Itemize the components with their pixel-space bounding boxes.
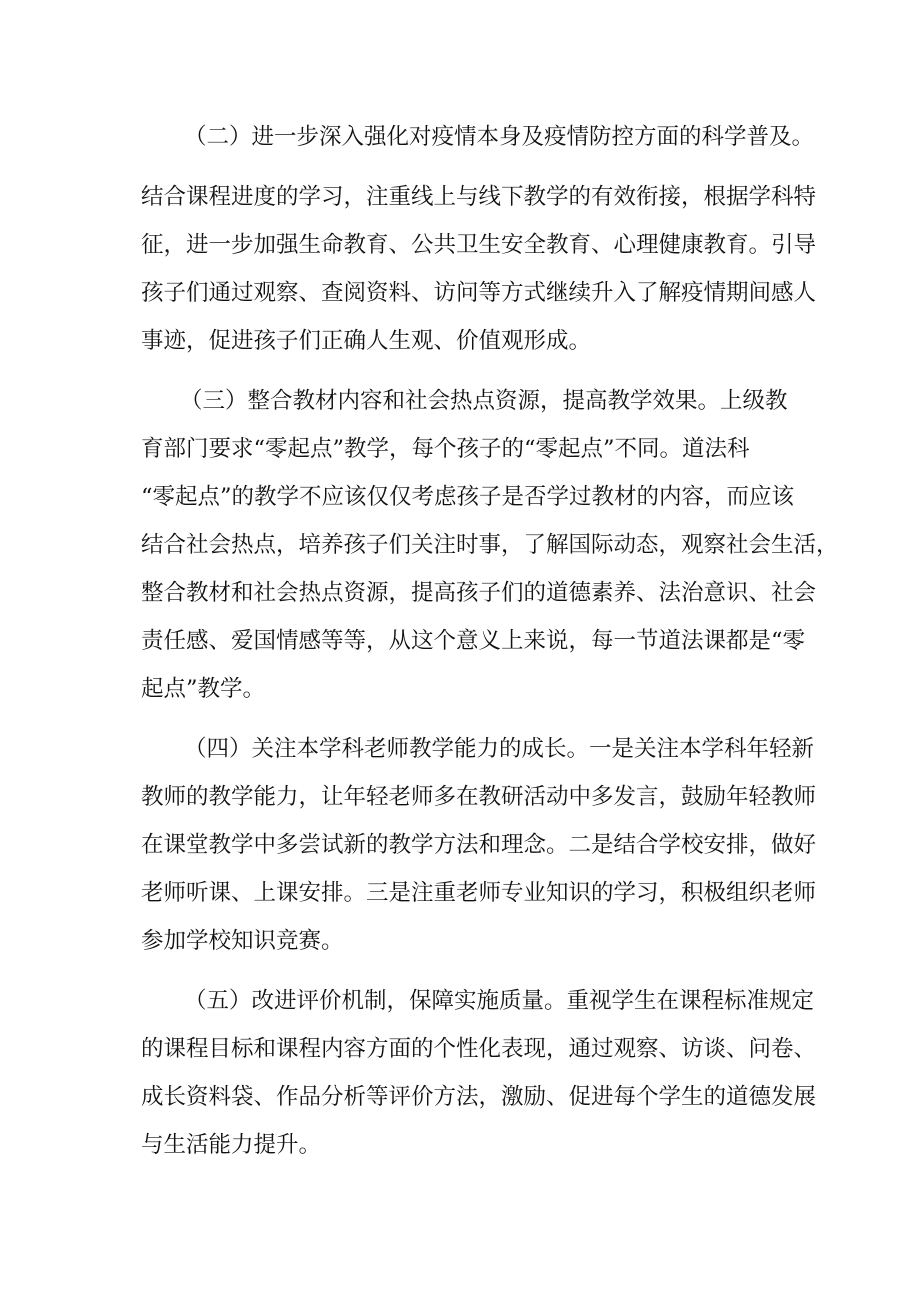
paragraph-line: 与生活能力提升。 xyxy=(141,1132,322,1158)
paragraph-line: （二）进一步深入强化对疫情本身及疫情防控方面的科学普及。 xyxy=(184,124,815,150)
paragraph-line: 在课堂教学中多尝试新的教学方法和理念。二是结合学校安排，做好 xyxy=(141,832,817,858)
paragraph-line: 征，进一步加强生命教育、公共卫生安全教育、心理健康教育。引导 xyxy=(141,232,817,258)
paragraph-line: （四）关注本学科老师教学能力的成长。一是关注本学科年轻新 xyxy=(184,736,815,762)
paragraph-line: 的课程目标和课程内容方面的个性化表现，通过观察、访谈、问卷、 xyxy=(141,1036,817,1062)
paragraph-line: 起点”教学。 xyxy=(141,676,266,702)
paragraph-line: 结合社会热点，培养孩子们关注时事，了解国际动态，观察社会生活， xyxy=(141,532,839,558)
paragraph-line: （五）改进评价机制，保障实施质量。重视学生在课程标准规定 xyxy=(184,988,815,1014)
paragraph-line: 成长资料袋、作品分析等评价方法，激励、促进每个学生的道德发展 xyxy=(141,1084,817,1110)
paragraph-line: 参加学校知识竞赛。 xyxy=(141,928,344,954)
paragraph-line: 整合教材和社会热点资源，提高孩子们的道德素养、法治意识、社会 xyxy=(141,580,817,606)
paragraph-line: 结合课程进度的学习，注重线上与线下教学的有效衔接，根据学科特 xyxy=(141,184,817,210)
paragraph-line: “零起点”的教学不应该仅仅考虑孩子是否学过教材的内容，而应该 xyxy=(141,484,795,510)
paragraph-line: 老师听课、上课安排。三是注重老师专业知识的学习，积极组织老师 xyxy=(141,880,817,906)
paragraph-line: 责任感、爱国情感等等，从这个意义上来说，每一节道法课都是“零 xyxy=(141,628,806,654)
paragraph-line: 育部门要求“零起点”教学，每个孩子的“零起点”不同。道法科 xyxy=(141,436,750,462)
paragraph-line: 教师的教学能力，让年轻老师多在教研活动中多发言，鼓励年轻教师 xyxy=(141,784,817,810)
paragraph-line: 事迹，促进孩子们正确人生观、价值观形成。 xyxy=(141,328,592,354)
paragraph-line: 孩子们通过观察、查阅资料、访问等方式继续升入了解疫情期间感人 xyxy=(141,280,817,306)
paragraph-line: （三）整合教材内容和社会热点资源，提高教学效果。上级教 xyxy=(180,388,788,414)
